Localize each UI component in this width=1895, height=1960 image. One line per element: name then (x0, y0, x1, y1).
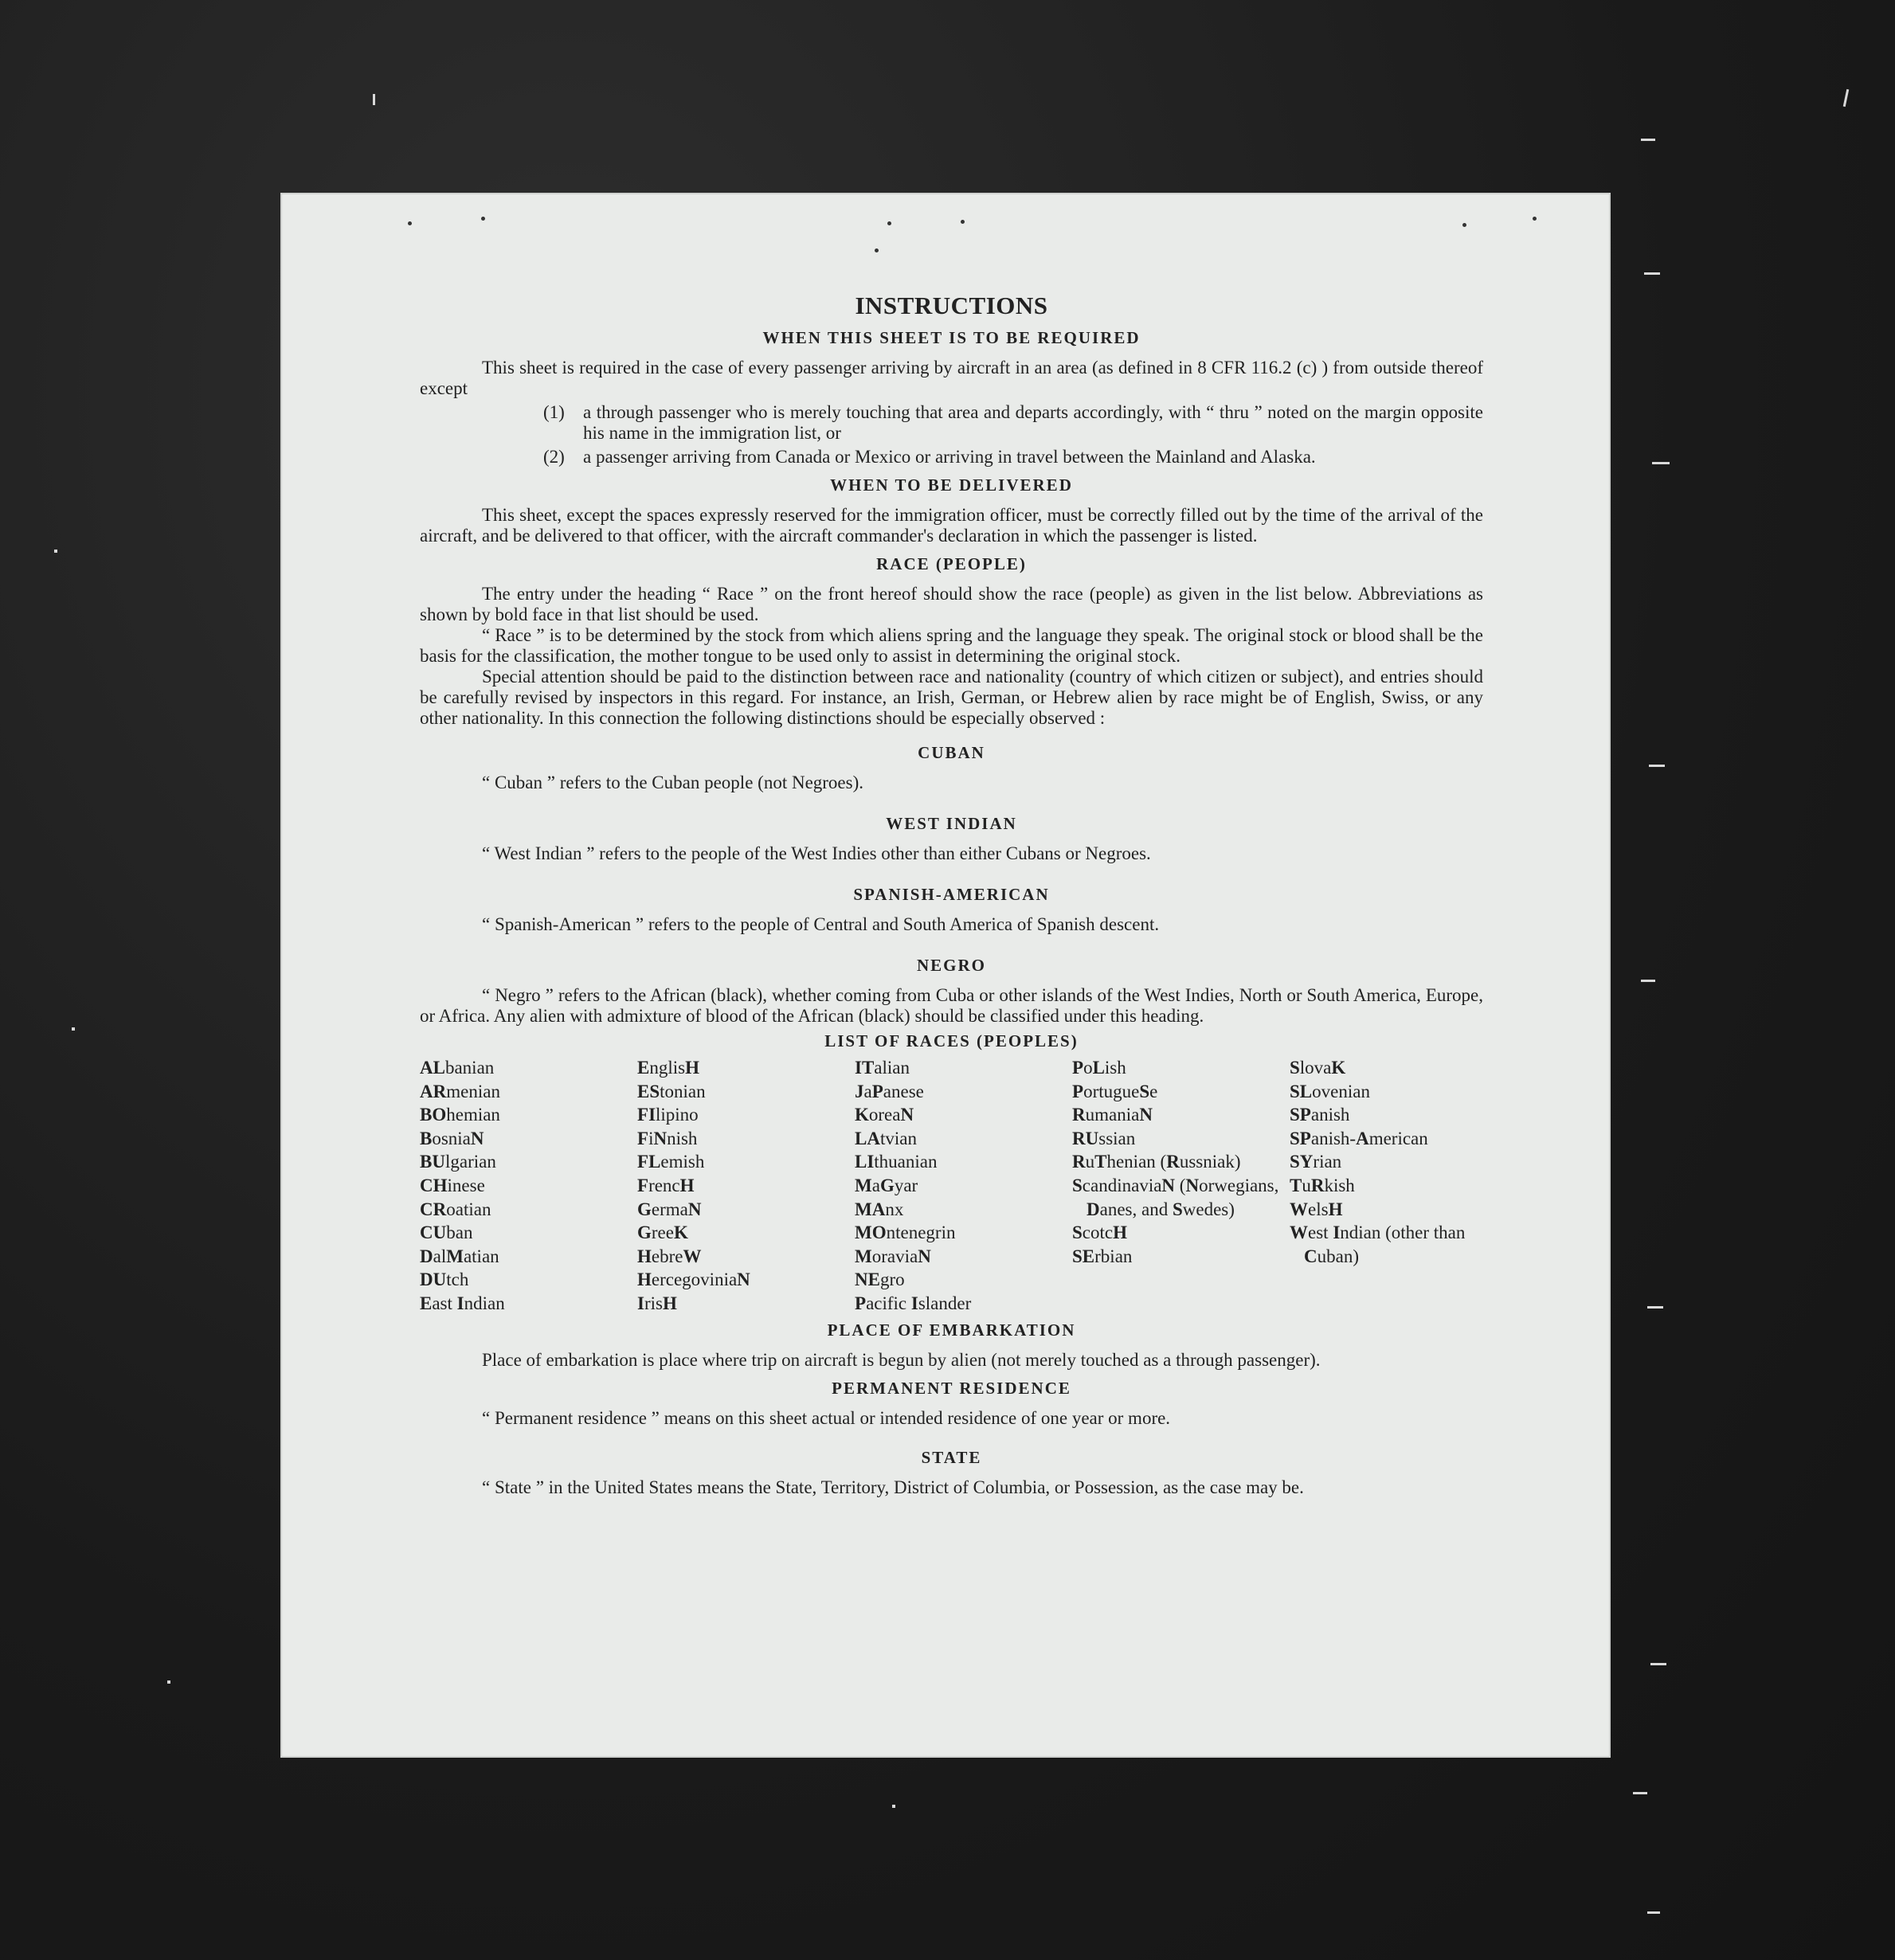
race-entry: FrencH (637, 1175, 695, 1195)
race-entry: BUlgarian (420, 1152, 496, 1172)
race-entry: MOntenegrin (855, 1223, 956, 1243)
exception-item (543, 402, 1483, 444)
page-title: INSTRUCTIONS (855, 291, 1048, 319)
film-speck (1647, 1306, 1663, 1309)
race-entry: EnglisH (637, 1058, 699, 1078)
race-entry: SPanish-American (1290, 1128, 1428, 1148)
race-entry: DalMatian (420, 1246, 499, 1266)
race-entry: CHinese (420, 1175, 485, 1195)
race-entry: KoreaN (855, 1105, 914, 1125)
races-list (420, 1056, 1483, 1316)
state-definition: “ State ” in the United States means the State, Territory, District of Columbia, or Possession, as the case may be. (482, 1477, 1304, 1497)
race-entry: HercegoviniaN (637, 1270, 750, 1290)
paper-dot (961, 220, 965, 224)
paper-dot (1533, 217, 1537, 221)
race-entry: RUssian (1072, 1128, 1136, 1148)
residence-definition: “ Permanent residence ” means on this sheet actual or intended residence of one year or more. (482, 1407, 1171, 1428)
film-speck (1633, 1792, 1647, 1794)
heading-list-of-races: LIST OF RACES (PEOPLES) (824, 1031, 1079, 1050)
race-entry: SLovenian (1290, 1081, 1370, 1101)
sheet-content (420, 291, 1483, 1498)
race-entry: WelsH (1290, 1199, 1343, 1219)
race-entry: FLemish (637, 1152, 705, 1172)
race-entry: PoLish (1072, 1058, 1126, 1078)
race-entry: MAnx (855, 1199, 904, 1219)
race-entry: EStonian (637, 1081, 706, 1101)
race-entry: MaGyar (855, 1175, 918, 1195)
race-entry: IrisH (637, 1293, 677, 1313)
race-entry: CRoatian (420, 1199, 491, 1219)
film-speck (373, 94, 375, 105)
when-required-intro: This sheet is required in the case of every passenger arriving by aircraft in an area (as defined in 8 CFR 116.2 (c) ) from outside thereof except (420, 358, 1483, 398)
race-entry: West Indian (other than Cuban) (1290, 1223, 1466, 1266)
race-entry: ALbanian (420, 1058, 495, 1078)
race-entry: BosniaN (420, 1128, 484, 1148)
film-speck (1644, 272, 1660, 275)
paper-dot (481, 217, 485, 221)
embarkation-definition: Place of embarkation is place where trip on aircraft is begun by alien (not merely touched as a through passenger). (482, 1349, 1321, 1370)
race-entry: LIthuanian (855, 1152, 938, 1172)
heading-state: STATE (921, 1447, 982, 1467)
paper-dot (887, 221, 891, 225)
heading-when-delivered: WHEN TO BE DELIVERED (830, 475, 1073, 495)
race-entry: Pacific Islander (855, 1293, 972, 1313)
race-entry: GermaN (637, 1199, 702, 1219)
paper-dot (408, 221, 412, 225)
exception-text: a passenger arriving from Canada or Mexico or arriving in travel between the Mainland and Alaska. (583, 447, 1316, 467)
heading-when-required: WHEN THIS SHEET IS TO BE REQUIRED (762, 328, 1141, 347)
film-speck (167, 1680, 170, 1684)
film-speck (1641, 139, 1655, 141)
race-entry: ITalian (855, 1058, 910, 1078)
paper-dot (875, 248, 879, 252)
exception-number: (2) (543, 447, 565, 467)
race-entry: BOhemian (420, 1105, 500, 1125)
race-entry: ScandinaviaN (Norwegians, Danes, and Swedes) (1072, 1175, 1279, 1219)
when-delivered-text: This sheet, except the spaces expressly reserved for the immigration officer, must be correctly filled out by the time of the arrival of the aircraft, and be delivered to that officer, with the aircraft commander's declaration in which the passenger is listed. (420, 505, 1483, 546)
race-paragraph-3: Special attention should be paid to the distinction between race and nationality (country of which citizen or subject), and entries should be carefully revised by inspectors in this regard. For instance, an Irish, German, or Hebrew alien by race might be of English, Swiss, or any other nationality. In this connection the following distinctions should be especially observed : (420, 667, 1483, 728)
races-column (420, 1056, 637, 1316)
race-entry: SlovaK (1290, 1058, 1346, 1078)
heading-permanent-residence: PERMANENT RESIDENCE (832, 1378, 1071, 1398)
heading-west-indian: WEST INDIAN (886, 814, 1017, 833)
race-entry: SPanish (1290, 1105, 1350, 1125)
film-speck (72, 1027, 75, 1031)
film-speck (54, 550, 57, 553)
heading-cuban: CUBAN (918, 743, 985, 762)
race-entry: HebreW (637, 1246, 702, 1266)
exception-item (543, 447, 1483, 468)
race-entry: SYrian (1290, 1152, 1342, 1172)
instruction-sheet (280, 193, 1611, 1758)
west-indian-definition: “ West Indian ” refers to the people of the West Indies other than either Cubans or Negroes. (482, 843, 1151, 863)
races-column (637, 1056, 855, 1316)
negro-definition: “ Negro ” refers to the African (black), whether coming from Cuba or other islands of the West Indies, North or South America, Europe, or Africa. Any alien with admixture of blood of the African (black) should be classified under this heading. (420, 985, 1483, 1026)
race-entry: TuRkish (1290, 1175, 1355, 1195)
paper-dot (1462, 223, 1466, 227)
film-speck (1650, 1663, 1666, 1665)
race-paragraph-1: The entry under the heading “ Race ” on the front hereof should show the race (people) as given in the list below. Abbreviations as shown by bold face in that list should be used. (420, 584, 1483, 624)
film-speck (1652, 462, 1670, 464)
heading-race: RACE (PEOPLE) (876, 554, 1027, 573)
race-paragraph-2: “ Race ” is to be determined by the stock from which aliens spring and the language they speak. The original stock or blood shall be the basis for the classification, the mother tongue to be used only to assist in determining the original stock. (420, 625, 1483, 666)
race-entry: DUtch (420, 1270, 469, 1290)
film-speck (1649, 765, 1665, 767)
race-entry: CUban (420, 1223, 473, 1243)
race-entry: SErbian (1072, 1246, 1133, 1266)
heading-negro: NEGRO (916, 956, 986, 975)
race-entry: JaPanese (855, 1081, 924, 1101)
exception-number: (1) (543, 402, 565, 422)
race-entry: FiNnish (637, 1128, 698, 1148)
race-entry: NEgro (855, 1270, 905, 1290)
exception-text: a through passenger who is merely touching that area and departs accordingly, with “ thru ” noted on the margin opposite his name in the immigration list, or (583, 402, 1483, 443)
film-speck (892, 1805, 895, 1808)
spanish-american-definition: “ Spanish-American ” refers to the people of Central and South America of Spanish descent. (482, 914, 1160, 934)
races-column (855, 1056, 1072, 1316)
race-entry: GreeK (637, 1223, 688, 1243)
race-entry: MoraviaN (855, 1246, 931, 1266)
race-entry: PortugueSe (1072, 1081, 1158, 1101)
film-speck (1647, 1911, 1660, 1914)
races-column (1290, 1056, 1483, 1316)
heading-embarkation: PLACE OF EMBARKATION (827, 1320, 1076, 1340)
race-entry: ARmenian (420, 1081, 500, 1101)
races-column (1072, 1056, 1290, 1316)
race-entry: RuThenian (Russniak) (1072, 1152, 1241, 1172)
cuban-definition: “ Cuban ” refers to the Cuban people (not Negroes). (482, 773, 864, 792)
race-entry: LAtvian (855, 1128, 917, 1148)
race-entry: ScotcH (1072, 1223, 1127, 1243)
race-entry: East Indian (420, 1293, 505, 1313)
heading-spanish-american: SPANISH-AMERICAN (853, 885, 1050, 904)
race-entry: FIlipino (637, 1105, 699, 1125)
race-entry: RumaniaN (1072, 1105, 1153, 1125)
film-speck (1641, 980, 1655, 982)
